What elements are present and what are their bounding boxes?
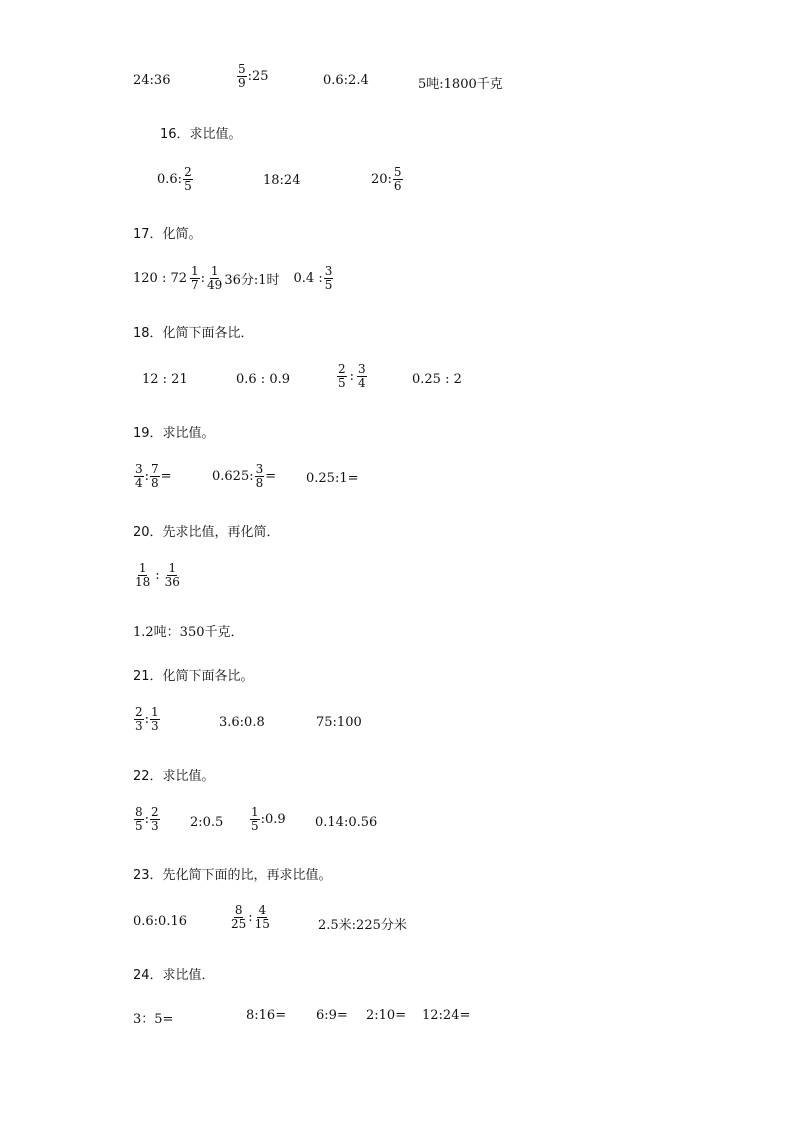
- fraction: $\frac{1}{18}$: [135, 561, 151, 589]
- fraction: $\frac{5}{9}$: [238, 62, 246, 90]
- fraction: $\frac{1}{7}$: [191, 264, 199, 292]
- fraction: $\frac{1}{5}$: [251, 805, 259, 833]
- fraction: $\frac{1}{49}$: [207, 264, 223, 292]
- q18-ratio-2: 0.6 : 0.9: [236, 372, 290, 387]
- fraction: $\frac{2}{5}$: [338, 362, 346, 390]
- q24-ratio-5: 12:24=: [422, 1008, 471, 1023]
- fraction: $\frac{8}{5}$: [135, 805, 143, 833]
- fraction: $\frac{2}{3}$: [135, 705, 143, 733]
- q21-title: 21．化简下面各比。: [133, 669, 254, 684]
- fraction: $\frac{3}{4}$: [135, 462, 143, 490]
- fraction: $\frac{3}{8}$: [255, 462, 264, 490]
- q17-row: 120 : 72 $\frac{1}{7}$ : $\frac{1}{49}$ 36分:1时 0.4 : $\frac{3}{5}$: [133, 264, 333, 292]
- fraction: $\frac{1}{3}$: [151, 705, 159, 733]
- q20-line2: 1.2吨：350千克．: [133, 625, 244, 640]
- fraction: $\frac{4}{15}$: [254, 903, 270, 931]
- fraction: $\frac{8}{25}$: [231, 903, 247, 931]
- q18-ratio-3: $\frac{2}{5}$ : $\frac{3}{4}$: [338, 362, 366, 390]
- q20-title: 20．先求比值，再化简．: [133, 525, 280, 540]
- q16-title: 16．求比值。: [160, 127, 242, 142]
- q23-ratio-3: 2.5米:225分米: [318, 918, 407, 933]
- q23-ratio-1: 0.6:0.16: [133, 914, 187, 929]
- fraction: $\frac{3}{4}$: [358, 362, 366, 390]
- q19-ratio-2: 0.625: $\frac{3}{8}$ =: [212, 462, 277, 490]
- q18-ratio-4: 0.25 : 2: [412, 372, 462, 387]
- q24-ratio-1: 3：5=: [133, 1012, 174, 1027]
- q16-ratio-1: 0.6: $\frac{2}{5}$: [157, 165, 192, 193]
- q20-ratio: $\frac{1}{18}$ : $\frac{1}{36}$: [135, 561, 180, 589]
- q24-ratio-2: 8:16=: [246, 1008, 287, 1023]
- q15-ratio-4: 5吨:1800千克: [418, 77, 503, 92]
- q15-ratio-3: 0.6:2.4: [323, 73, 369, 88]
- q21-ratio-3: 75:100: [316, 715, 362, 730]
- q15-ratio-2: $\frac{5}{9}$ :25: [238, 62, 269, 90]
- q22-ratio-1: $\frac{8}{5}$ : $\frac{2}{3}$: [135, 805, 159, 833]
- q21-ratio-1: $\frac{2}{3}$ : $\frac{1}{3}$: [135, 705, 159, 733]
- fraction: $\frac{7}{8}$: [151, 462, 159, 490]
- q24-title: 24．求比值．: [133, 968, 215, 983]
- q16-ratio-2: 18:24: [263, 173, 301, 188]
- fraction: $\frac{1}{36}$: [164, 561, 180, 589]
- fraction: $\frac{5}{6}$: [393, 165, 402, 193]
- q19-ratio-1: $\frac{3}{4}$ : $\frac{7}{8}$ =: [135, 462, 172, 490]
- q19-ratio-3: 0.25:1=: [306, 471, 359, 486]
- q22-ratio-4: 0.14:0.56: [315, 815, 378, 830]
- q15-ratio-1: 24:36: [133, 73, 171, 88]
- q18-title: 18．化简下面各比．: [133, 326, 254, 341]
- q23-title: 23．先化简下面的比，再求比值。: [133, 868, 332, 883]
- q19-title: 19．求比值。: [133, 426, 215, 441]
- q18-ratio-1: 12 : 21: [142, 372, 188, 387]
- q24-ratio-4: 2:10=: [366, 1008, 407, 1023]
- q22-ratio-3: $\frac{1}{5}$ :0.9: [251, 805, 286, 833]
- q22-title: 22．求比值。: [133, 769, 215, 784]
- q23-ratio-2: $\frac{8}{25}$ : $\frac{4}{15}$: [231, 903, 270, 931]
- q24-ratio-3: 6:9=: [316, 1008, 348, 1023]
- fraction: $\frac{3}{5}$: [324, 264, 333, 292]
- q22-ratio-2: 2:0.5: [190, 815, 224, 830]
- q16-ratio-3: 20: $\frac{5}{6}$: [371, 165, 402, 193]
- fraction: $\frac{2}{5}$: [184, 165, 192, 193]
- fraction: $\frac{2}{3}$: [151, 805, 159, 833]
- q21-ratio-2: 3.6:0.8: [219, 715, 265, 730]
- q17-title: 17．化简。: [133, 227, 202, 242]
